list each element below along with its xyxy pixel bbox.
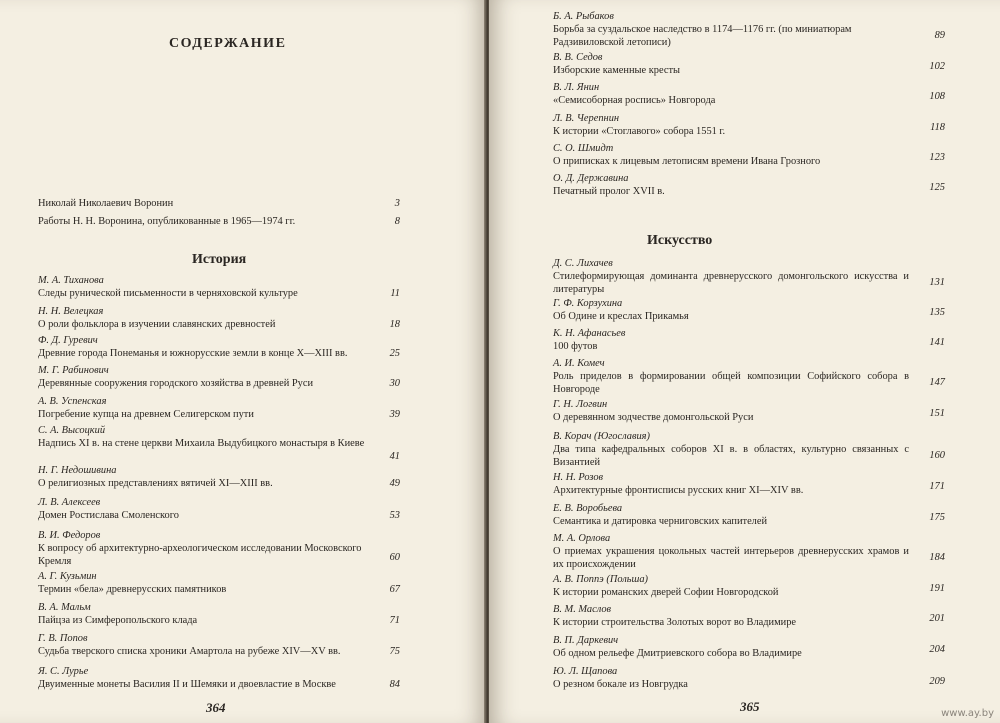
toc-entry: А. В. Успенская Погребение купца на древнем Селигерском пути 39 [38,396,400,420]
page-ref: 135 [929,307,945,318]
toc-entry: В. И. Федоров К вопросу об архитектурно-археологическом исследовании Московского Кремля 60 [38,530,400,567]
toc-entry: Л. В. Алексеев Домен Ростислава Смоленского 53 [38,497,400,521]
page-ref: 11 [390,288,400,299]
front-entry: Работы Н. Н. Воронина, опубликованные в 1965—1974 гг. 8 [38,216,400,227]
page-ref: 118 [930,122,945,133]
page-ref: 25 [389,348,400,359]
toc-entry: Л. В. Черепнин К истории «Стоглавого» собора 1551 г. 118 [553,113,945,137]
page-ref: 84 [389,679,400,690]
toc-entry: Ю. Л. Щапова О резном бокале из Новгрудка 209 [553,666,945,690]
page-ref: 8 [394,216,400,227]
toc-entry: О. Д. Державина Печатный пролог XVII в. 125 [553,173,945,197]
toc-entry: С. О. Шмидт О приписках к лицевым летописям времени Ивана Грозного 123 [553,143,945,167]
toc-entry: Г. Ф. Корзухина Об Одине и креслах Прикамья 135 [553,298,945,322]
page-ref: 53 [389,510,400,521]
toc-entry: В. Л. Янин «Семисоборная роспись» Новгорода 108 [553,82,945,106]
contents-heading: СОДЕРЖАНИЕ [169,36,287,51]
page-number: 365 [740,699,760,714]
page-ref: 141 [929,337,945,348]
page-ref: 30 [389,378,400,389]
page-ref: 41 [389,451,400,462]
toc-entry: Н. Н. Розов Архитектурные фронтисписы русских книг XI—XIV вв. 171 [553,472,945,496]
left-page [0,0,486,723]
toc-entry: М. А. Тиханова Следы рунической письменности в черняховской культуре 11 [38,275,400,299]
page-ref: 147 [929,377,945,388]
page-ref: 175 [929,512,945,523]
toc-entry: Н. Г. Недошивина О религиозных представлениях вятичей XI—XIII вв. 49 [38,465,400,489]
page-ref: 184 [929,552,945,563]
toc-entry: В. Корач (Югославия) Два типа кафедральных соборов XI в. в областях, культурно связанных с Византией 160 [553,431,945,468]
toc-entry: Б. А. Рыбаков Борьба за суздальское наследство в 1174—1176 гг. (по миниатюрам Радзивиловской летописи) 89 [553,11,945,48]
toc-entry: А. В. Поппэ (Польша) К истории романских дверей Софии Новгородской 191 [553,574,945,598]
toc-entry: С. А. Высоцкий Надпись XI в. на стене церкви Михаила Выдубицкого монастыря в Киеве 41 [38,425,400,462]
toc-entry: Ф. Д. Гуревич Древние города Понеманья и южнорусские земли в конце X—XIII вв. 25 [38,335,400,359]
toc-entry: Г. Н. Логвин О деревянном зодчестве домонгольской Руси 151 [553,399,945,423]
toc-entry: В. В. Седов Изборские каменные кресты 102 [553,52,945,76]
right-page [489,0,1000,723]
page-ref: 39 [389,409,400,420]
front-entry: Николай Николаевич Воронин 3 [38,198,400,209]
page-ref: 75 [389,646,400,657]
toc-entry: Д. С. Лихачев Стилеформирующая доминанта древнерусского домонгольского искусства и литературы 131 [553,258,945,295]
page-ref: 89 [934,30,945,41]
page-ref: 191 [929,583,945,594]
toc-entry: А. Г. Кузьмин Термин «бела» древнерусских памятников 67 [38,571,400,595]
toc-entry: М. Г. Рабинович Деревянные сооружения городского хозяйства в древней Руси 30 [38,365,400,389]
section-heading: Искусство [647,233,713,248]
watermark: www.ay.by [941,708,994,719]
page-ref: 171 [929,481,945,492]
toc-entry: В. А. Мальм Пайцза из Симферопольского клада 71 [38,602,400,626]
page-ref: 102 [929,61,945,72]
toc-entry: А. И. Комеч Роль приделов в формировании общей композиции Софийского собора в Новгороде 147 [553,358,945,395]
toc-entry: Г. В. Попов Судьба тверского списка хроники Амартола на рубеже XIV—XV вв. 75 [38,633,400,657]
toc-entry: Н. Н. Велецкая О роли фольклора в изучении славянских древностей 18 [38,306,400,330]
toc-entry: В. П. Даркевич Об одном рельефе Дмитриевского собора во Владимире 204 [553,635,945,659]
page-ref: 160 [929,450,945,461]
page-ref: 67 [389,584,400,595]
page-ref: 60 [389,552,400,563]
page-ref: 201 [929,613,945,624]
page-number: 364 [206,700,226,715]
page-ref: 131 [929,277,945,288]
section-heading: История [192,252,247,267]
page-ref: 108 [929,91,945,102]
page-ref: 151 [929,408,945,419]
toc-entry: К. Н. Афанасьев 100 футов 141 [553,328,945,352]
toc-entry: В. М. Маслов К истории строительства Золотых ворот во Владимире 201 [553,604,945,628]
page-ref: 204 [929,644,945,655]
page-ref: 18 [389,319,400,330]
page-ref: 71 [389,615,400,626]
page-ref: 123 [929,152,945,163]
page-ref: 49 [389,478,400,489]
page-ref: 3 [394,198,400,209]
toc-entry: М. А. Орлова О приемах украшения цокольных частей интерьеров древнерусских храмов и их происхождении 184 [553,533,945,570]
toc-entry: Е. В. Воробьева Семантика и датировка черниговских капителей 175 [553,503,945,527]
toc-entry: Я. С. Лурье Двуименные монеты Василия II и Шемяки и двоевластие в Москве 84 [38,666,400,690]
page-ref: 125 [929,182,945,193]
page-ref: 209 [929,676,945,687]
